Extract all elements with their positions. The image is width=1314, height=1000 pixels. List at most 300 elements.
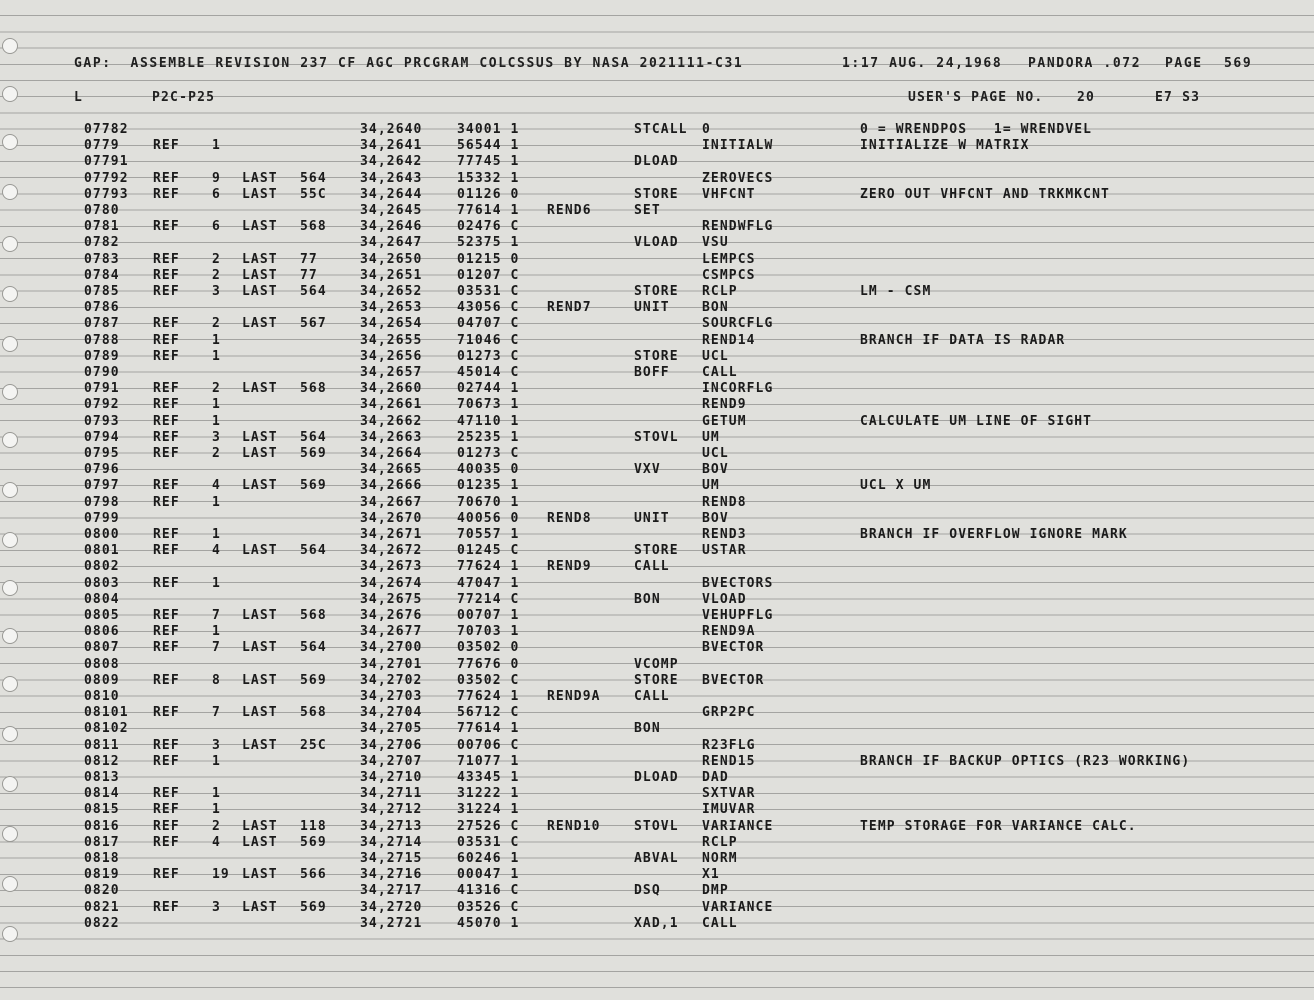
row-line-number: 07793 [84, 186, 129, 202]
row-comment: UCL X UM [860, 478, 932, 494]
listing-row [0, 527, 1314, 543]
listing-row [0, 365, 1314, 381]
row-octal-word: 00047 1 [457, 867, 520, 883]
row-ref-count: 1 [212, 753, 221, 769]
row-address: 34,2663 [360, 429, 423, 445]
row-last-page: 569 [300, 899, 327, 915]
listing-row [0, 689, 1314, 705]
row-octal-word: 04707 C [457, 316, 520, 332]
row-ref-keyword: REF [153, 899, 180, 915]
row-line-number: 0799 [84, 510, 120, 526]
row-octal-word: 43056 C [457, 300, 520, 316]
row-opcode: UNIT [634, 510, 670, 526]
listing-row [0, 786, 1314, 802]
row-line-number: 0804 [84, 591, 120, 607]
row-last-keyword: LAST [242, 543, 278, 559]
row-last-keyword: LAST [242, 251, 278, 267]
row-operand: BVECTORS [702, 575, 774, 591]
row-octal-word: 71077 1 [457, 753, 520, 769]
row-operand: VARIANCE [702, 899, 774, 915]
row-ref-count: 1 [212, 138, 221, 154]
listing-row [0, 235, 1314, 251]
row-ref-count: 8 [212, 672, 221, 688]
row-octal-word: 03526 C [457, 899, 520, 915]
row-octal-word: 03502 0 [457, 640, 520, 656]
row-line-number: 0780 [84, 203, 120, 218]
row-last-page: 25C [300, 737, 327, 753]
row-ref-keyword: REF [153, 251, 180, 267]
row-line-number: 0785 [84, 284, 120, 299]
row-octal-word: 01245 C [457, 543, 520, 559]
row-last-keyword: LAST [242, 705, 278, 721]
row-last-keyword: LAST [242, 899, 278, 915]
row-octal-word: 77614 1 [457, 721, 520, 737]
row-ref-keyword: REF [153, 640, 180, 656]
row-opcode: STORE [634, 186, 679, 202]
listing-row [0, 171, 1314, 187]
row-statement-label: REND9A [547, 689, 601, 704]
row-ref-count: 1 [212, 397, 221, 413]
row-ref-count: 1 [212, 332, 221, 348]
listing-row [0, 543, 1314, 559]
row-address: 34,2710 [360, 770, 423, 785]
row-line-number: 0783 [84, 251, 120, 267]
row-octal-word: 70670 1 [457, 494, 520, 510]
row-address: 34,2677 [360, 624, 423, 640]
row-octal-word: 70703 1 [457, 624, 520, 640]
row-address: 34,2642 [360, 154, 423, 170]
row-operand: BOV [702, 510, 729, 526]
listing-row [0, 819, 1314, 835]
row-last-keyword: LAST [242, 672, 278, 688]
row-opcode: SET [634, 203, 661, 218]
listing-row [0, 721, 1314, 737]
row-operand: INCORFLG [702, 381, 774, 397]
row-address: 34,2665 [360, 462, 423, 478]
row-last-keyword: LAST [242, 834, 278, 850]
row-line-number: 0790 [84, 365, 120, 380]
users-page-number: 20 [1077, 90, 1096, 105]
row-line-number: 0814 [84, 786, 120, 802]
row-last-page: 568 [300, 381, 327, 397]
feed-hole-icon [2, 38, 18, 54]
row-address: 34,2641 [360, 138, 423, 154]
row-operand: REND3 [702, 527, 747, 542]
row-ref-count: 4 [212, 543, 221, 559]
listing-row [0, 430, 1314, 446]
listing-row [0, 883, 1314, 899]
row-ref-count: 2 [212, 446, 221, 461]
row-ref-keyword: REF [153, 316, 180, 332]
row-ref-keyword: REF [153, 802, 180, 818]
row-ref-count: 1 [212, 413, 221, 429]
row-octal-word: 77745 1 [457, 154, 520, 170]
row-operand: LEMPCS [702, 251, 756, 267]
row-address: 34,2706 [360, 737, 423, 753]
row-operand: INITIALW [702, 138, 774, 154]
row-address: 34,2670 [360, 510, 423, 526]
row-last-page: 564 [300, 429, 327, 445]
row-opcode: VCOMP [634, 656, 679, 672]
row-ref-count: 1 [212, 802, 221, 818]
row-ref-keyword: REF [153, 219, 180, 235]
row-line-number: 0789 [84, 348, 120, 364]
row-ref-keyword: REF [153, 834, 180, 850]
row-operand: RCLP [702, 284, 738, 299]
row-line-number: 0786 [84, 300, 120, 316]
listing-row [0, 608, 1314, 624]
row-line-number: 0811 [84, 737, 120, 753]
feed-hole-icon [2, 86, 18, 102]
listing-row [0, 219, 1314, 235]
row-octal-word: 01215 0 [457, 251, 520, 267]
row-ref-count: 1 [212, 575, 221, 591]
row-address: 34,2702 [360, 672, 423, 688]
row-operand: BVECTOR [702, 640, 765, 656]
row-octal-word: 03531 C [457, 284, 520, 299]
row-octal-word: 02744 1 [457, 381, 520, 397]
row-address: 34,2716 [360, 867, 423, 883]
row-address: 34,2712 [360, 802, 423, 818]
row-line-number: 0792 [84, 397, 120, 413]
row-line-number: 0797 [84, 478, 120, 494]
row-opcode: XAD,1 [634, 915, 679, 931]
page-label: PAGE [1165, 56, 1203, 71]
row-comment: TEMP STORAGE FOR VARIANCE CALC. [860, 818, 1137, 834]
row-last-keyword: LAST [242, 818, 278, 834]
row-statement-label: REND6 [547, 203, 592, 218]
row-octal-word: 01273 C [457, 348, 520, 364]
row-octal-word: 31224 1 [457, 802, 520, 818]
row-operand: CSMPCS [702, 267, 756, 283]
row-address: 34,2661 [360, 397, 423, 413]
row-line-number: 0820 [84, 883, 120, 899]
row-ref-keyword: REF [153, 413, 180, 429]
row-ref-keyword: REF [153, 705, 180, 721]
row-address: 34,2671 [360, 527, 423, 542]
row-operand: UCL [702, 446, 729, 461]
row-line-number: 07792 [84, 170, 129, 186]
row-ref-keyword: REF [153, 429, 180, 445]
row-line-number: 08101 [84, 705, 129, 721]
listing-row [0, 381, 1314, 397]
listing-row [0, 738, 1314, 754]
row-operand: RENDWFLG [702, 219, 774, 235]
row-ref-keyword: REF [153, 348, 180, 364]
row-octal-word: 77614 1 [457, 203, 520, 218]
listing-row [0, 835, 1314, 851]
row-octal-word: 43345 1 [457, 770, 520, 785]
row-ref-count: 3 [212, 737, 221, 753]
row-comment: CALCULATE UM LINE OF SIGHT [860, 413, 1093, 429]
row-ref-count: 2 [212, 267, 221, 283]
row-octal-word: 01126 0 [457, 186, 520, 202]
row-operand: CALL [702, 915, 738, 931]
row-comment: ZERO OUT VHFCNT AND TRKMKCNT [860, 186, 1110, 202]
row-opcode: CALL [634, 559, 670, 575]
row-last-page: 568 [300, 705, 327, 721]
row-line-number: 0779 [84, 138, 120, 154]
row-ref-count: 3 [212, 899, 221, 915]
row-line-number: 0808 [84, 656, 120, 672]
row-address: 34,2700 [360, 640, 423, 656]
listing-row [0, 252, 1314, 268]
row-last-page: 77 [300, 251, 318, 267]
row-last-page: 568 [300, 219, 327, 235]
row-ref-keyword: REF [153, 527, 180, 542]
listing-row [0, 770, 1314, 786]
row-address: 34,2657 [360, 365, 423, 380]
row-operand: VLOAD [702, 591, 747, 607]
row-opcode: STORE [634, 348, 679, 364]
row-ref-count: 1 [212, 494, 221, 510]
row-line-number: 0802 [84, 559, 120, 575]
row-comment: LM - CSM [860, 284, 932, 299]
row-address: 34,2672 [360, 543, 423, 559]
row-line-number: 0803 [84, 575, 120, 591]
listing-row [0, 284, 1314, 300]
row-operand: DAD [702, 770, 729, 785]
listing-row [0, 268, 1314, 284]
row-address: 34,2662 [360, 413, 423, 429]
row-address: 34,2664 [360, 446, 423, 461]
row-last-keyword: LAST [242, 429, 278, 445]
row-address: 34,2715 [360, 851, 423, 866]
row-address: 34,2647 [360, 235, 423, 251]
row-ref-count: 19 [212, 867, 230, 883]
row-last-keyword: LAST [242, 267, 278, 283]
row-ref-keyword: REF [153, 332, 180, 348]
row-opcode: CALL [634, 689, 670, 704]
row-opcode: ABVAL [634, 851, 679, 866]
row-ref-keyword: REF [153, 138, 180, 154]
row-operand: VHFCNT [702, 186, 756, 202]
row-opcode: STCALL [634, 122, 688, 137]
row-address: 34,2703 [360, 689, 423, 704]
row-address: 34,2717 [360, 883, 423, 899]
row-last-page: 569 [300, 478, 327, 494]
row-opcode: STOVL [634, 818, 679, 834]
row-operand: VSU [702, 235, 729, 251]
row-octal-word: 71046 C [457, 332, 520, 348]
row-ref-count: 6 [212, 186, 221, 202]
row-ref-keyword: REF [153, 786, 180, 802]
row-operand: SOURCFLG [702, 316, 774, 332]
row-octal-word: 00707 1 [457, 608, 520, 623]
row-last-page: 568 [300, 608, 327, 623]
row-address: 34,2666 [360, 478, 423, 494]
row-line-number: 0821 [84, 899, 120, 915]
listing-row [0, 851, 1314, 867]
row-line-number: 0782 [84, 235, 120, 251]
row-last-keyword: LAST [242, 381, 278, 397]
row-comment: BRANCH IF DATA IS RADAR [860, 332, 1066, 348]
row-comment: 0 = WRENDPOS 1= WRENDVEL [860, 122, 1093, 137]
row-ref-count: 4 [212, 478, 221, 494]
row-ref-keyword: REF [153, 737, 180, 753]
row-ref-count: 6 [212, 219, 221, 235]
listing-row [0, 576, 1314, 592]
row-line-number: 0784 [84, 267, 120, 283]
row-ref-count: 1 [212, 786, 221, 802]
row-line-number: 0815 [84, 802, 120, 818]
row-ref-keyword: REF [153, 478, 180, 494]
listing-row [0, 495, 1314, 511]
row-statement-label: REND7 [547, 300, 592, 316]
row-address: 34,2656 [360, 348, 423, 364]
row-opcode: BON [634, 721, 661, 737]
row-line-number: 0813 [84, 770, 120, 785]
printer-name: PANDORA .072 [1028, 56, 1142, 71]
row-last-page: 569 [300, 834, 327, 850]
row-last-page: 77 [300, 267, 318, 283]
row-opcode: UNIT [634, 300, 670, 316]
row-address: 34,2655 [360, 332, 423, 348]
row-ref-count: 3 [212, 429, 221, 445]
users-page-label: USER'S PAGE NO. [908, 90, 1044, 105]
row-address: 34,2705 [360, 721, 423, 737]
row-address: 34,2721 [360, 915, 423, 931]
row-address: 34,2713 [360, 818, 423, 834]
row-line-number: 08102 [84, 721, 129, 737]
row-statement-label: REND9 [547, 559, 592, 575]
row-address: 34,2673 [360, 559, 423, 575]
row-ref-keyword: REF [153, 672, 180, 688]
row-ref-count: 3 [212, 284, 221, 299]
row-ref-keyword: REF [153, 284, 180, 299]
row-octal-word: 03531 C [457, 834, 520, 850]
row-line-number: 0798 [84, 494, 120, 510]
row-line-number: 0822 [84, 915, 120, 931]
row-octal-word: 34001 1 [457, 122, 520, 137]
row-operand: R23FLG [702, 737, 756, 753]
row-ref-count: 1 [212, 624, 221, 640]
row-opcode: BOFF [634, 365, 670, 380]
row-ref-keyword: REF [153, 753, 180, 769]
row-ref-count: 7 [212, 608, 221, 623]
row-octal-word: 52375 1 [457, 235, 520, 251]
row-ref-count: 7 [212, 705, 221, 721]
row-address: 34,2646 [360, 219, 423, 235]
row-opcode: DSQ [634, 883, 661, 899]
row-operand: GETUM [702, 413, 747, 429]
row-opcode: DLOAD [634, 770, 679, 785]
row-ref-keyword: REF [153, 397, 180, 413]
row-address: 34,2652 [360, 284, 423, 299]
listing-row [0, 122, 1314, 138]
row-last-keyword: LAST [242, 737, 278, 753]
row-last-page: 566 [300, 867, 327, 883]
row-octal-word: 45014 C [457, 365, 520, 380]
row-ref-keyword: REF [153, 267, 180, 283]
row-last-keyword: LAST [242, 186, 278, 202]
row-operand: USTAR [702, 543, 747, 559]
row-address: 34,2643 [360, 170, 423, 186]
row-ref-keyword: REF [153, 186, 180, 202]
row-opcode: VXV [634, 462, 661, 478]
listing-title: GAP: ASSEMBLE REVISION 237 CF AGC PRCGRAM COLCSSUS BY NASA 2021111-C31 [74, 56, 744, 71]
listing-row [0, 624, 1314, 640]
row-ref-keyword: REF [153, 818, 180, 834]
row-ref-keyword: REF [153, 543, 180, 559]
row-line-number: 0809 [84, 672, 120, 688]
row-operand: VEHUPFLG [702, 608, 774, 623]
row-address: 34,2711 [360, 786, 423, 802]
listing-row [0, 462, 1314, 478]
row-operand: REND9A [702, 624, 756, 640]
listing-row [0, 900, 1314, 916]
row-comment: INITIALIZE W MATRIX [860, 138, 1030, 154]
row-ref-keyword: REF [153, 624, 180, 640]
row-ref-keyword: REF [153, 608, 180, 623]
row-address: 34,2651 [360, 267, 423, 283]
row-address: 34,2704 [360, 705, 423, 721]
row-address: 34,2675 [360, 591, 423, 607]
listing-row [0, 154, 1314, 170]
row-octal-word: 77214 C [457, 591, 520, 607]
row-ref-keyword: REF [153, 867, 180, 883]
row-statement-label: REND8 [547, 510, 592, 526]
row-octal-word: 70673 1 [457, 397, 520, 413]
row-last-keyword: LAST [242, 867, 278, 883]
row-line-number: 0791 [84, 381, 120, 397]
listing-row [0, 138, 1314, 154]
row-ref-keyword: REF [153, 446, 180, 461]
row-octal-word: 56544 1 [457, 138, 520, 154]
row-last-page: 564 [300, 640, 327, 656]
listing-row [0, 397, 1314, 413]
row-operand: CALL [702, 365, 738, 380]
row-operand: BON [702, 300, 729, 316]
row-octal-word: 47110 1 [457, 413, 520, 429]
row-line-number: 0819 [84, 867, 120, 883]
row-octal-word: 03502 C [457, 672, 520, 688]
listing-row [0, 511, 1314, 527]
row-line-number: 0793 [84, 413, 120, 429]
row-line-number: 0812 [84, 753, 120, 769]
row-address: 34,2660 [360, 381, 423, 397]
row-ref-count: 2 [212, 381, 221, 397]
row-line-number: 0788 [84, 332, 120, 348]
row-octal-word: 27526 C [457, 818, 520, 834]
row-operand: UM [702, 478, 720, 494]
listing-row [0, 203, 1314, 219]
row-operand: SXTVAR [702, 786, 756, 802]
row-last-page: 569 [300, 672, 327, 688]
row-line-number: 0816 [84, 818, 120, 834]
listing-row [0, 657, 1314, 673]
row-ref-count: 9 [212, 170, 221, 186]
row-octal-word: 01207 C [457, 267, 520, 283]
row-line-number: 0801 [84, 543, 120, 559]
row-operand: ZEROVECS [702, 170, 774, 186]
listing-row [0, 446, 1314, 462]
row-opcode: BON [634, 591, 661, 607]
row-ref-count: 2 [212, 316, 221, 332]
row-line-number: 0810 [84, 689, 120, 704]
listing-row [0, 592, 1314, 608]
listing-row [0, 333, 1314, 349]
row-operand: UM [702, 429, 720, 445]
row-last-page: 564 [300, 170, 327, 186]
row-octal-word: 00706 C [457, 737, 520, 753]
row-last-page: 564 [300, 284, 327, 299]
row-operand: GRP2PC [702, 705, 756, 721]
row-operand: REND15 [702, 753, 756, 769]
row-octal-word: 60246 1 [457, 851, 520, 866]
row-opcode: VLOAD [634, 235, 679, 251]
row-last-keyword: LAST [242, 284, 278, 299]
